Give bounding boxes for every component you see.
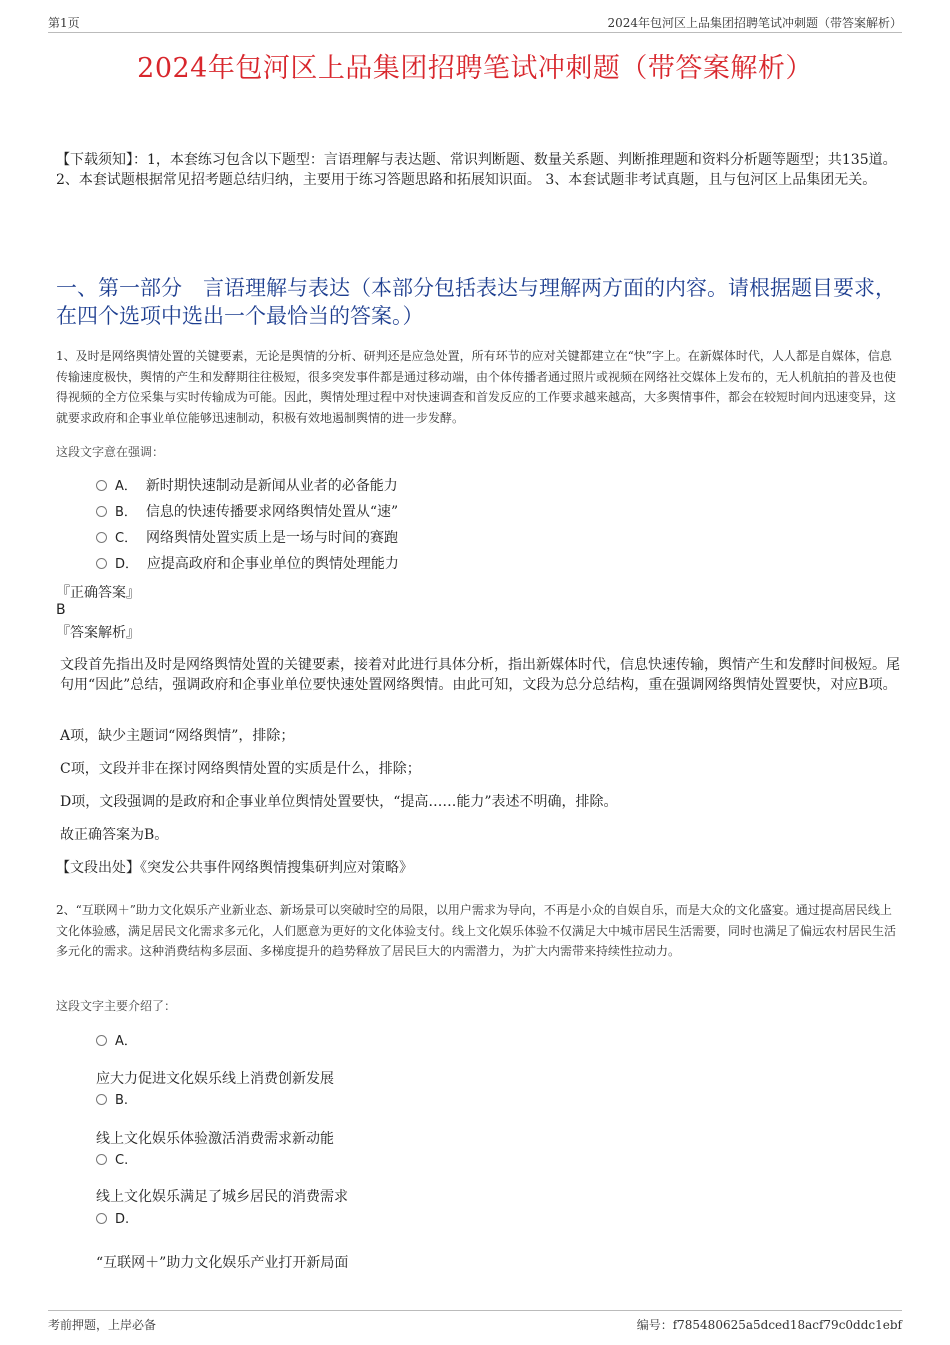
q1-option-b[interactable]: B． 信息的快速传播要求网络舆情处置从“速” xyxy=(96,502,398,523)
q1-option-a[interactable]: A． 新时期快速制动是新闻从业者的必备能力 xyxy=(96,476,398,497)
section-heading: 一、第一部分 言语理解与表达（本部分包括表达与理解两方面的内容。请根据题目要求，在四个选项中选出一个最恰当的答案。） xyxy=(56,276,896,328)
q2-option-a-text: 应大力促进文化娱乐线上消费创新发展 xyxy=(96,1071,334,1087)
q2-option-c-text: 线上文化娱乐满足了城乡居民的消费需求 xyxy=(96,1189,348,1205)
analysis-paragraph: 文段首先指出及时是网络舆情处置的关键要素，接着对此进行具体分析，指出新媒体时代，信息快速传输，舆情产生和发酵时间极短。尾句用“因此”总结，强调政府和企事业单位要快速处置网络舆情。由此可知，文段为总分总结构，重在强调网络舆情处置要快，对应B项。 xyxy=(60,657,900,693)
page-number: 第1页 xyxy=(48,16,80,30)
page-header xyxy=(48,14,902,33)
analysis-paragraph: D项，文段强调的是政府和企事业单位舆情处置要快，“提高……能力”表述不明确，排除。 xyxy=(60,794,618,810)
question-1-prompt: 这段文字意在强调： xyxy=(56,445,165,459)
radio-icon[interactable] xyxy=(96,480,107,491)
q2-option-a[interactable]: A． xyxy=(96,1031,137,1052)
page-footer xyxy=(48,1310,902,1332)
document-serial: 编号：f785480625a5dced18acf79c0ddc1ebf xyxy=(636,1318,902,1332)
header-doc-title: 2024年包河区上品集团招聘笔试冲刺题（带答案解析） xyxy=(607,16,902,30)
download-notice: 【下载须知】：1，本套练习包含以下题型：言语理解与表达题、常识判断题、数量关系题、判断推理题和资料分析题等题型；共135道。 2、本套试题根据常见招考题总结归纳，主要用于练习答题思路和拓展知识面。 3、本套试题非考试真题，且与包河区上品集团无关。 xyxy=(56,152,897,188)
radio-icon[interactable] xyxy=(96,506,107,517)
q1-option-c[interactable]: C． 网络舆情处置实质上是一场与时间的赛跑 xyxy=(96,528,398,549)
analysis-paragraph: C项，文段并非在探讨网络舆情处置的实质是什么，排除； xyxy=(60,761,421,777)
footer-slogan: 考前押题，上岸必备 xyxy=(48,1318,157,1332)
analysis-label: 『答案解析』 xyxy=(56,625,140,641)
q2-option-d-text: “互联网＋”助力文化娱乐产业打开新局面 xyxy=(96,1255,349,1271)
radio-icon[interactable] xyxy=(96,532,107,543)
question-1-passage: 1、及时是网络舆情处置的关键要素，无论是舆情的分析、研判还是应急处置，所有环节的应对关键都建立在“快”字上。在新媒体时代，人人都是自媒体，信息传输速度极快，舆情的产生和发酵期往往极短，很多突发事件都是通过移动端，由个体传播者通过照片或视频在网络社交媒体上发布的，无人机航拍的普及也使得视频的全方位采集与实时传输成为可能。因此，舆情处理过程中对快速调查和首发反应的工作要求越来越高，大多舆情事件，都会在较短时间内迅速变异，这就要求政府和企事业单位能够迅速制动，积极有效地遏制舆情的进一步发酵。 xyxy=(56,349,897,425)
q1-option-d[interactable]: D． 应提高政府和企事业单位的舆情处理能力 xyxy=(96,554,399,575)
radio-icon[interactable] xyxy=(96,1154,107,1165)
answer-value: B xyxy=(56,602,66,618)
q2-option-b-text: 线上文化娱乐体验激活消费需求新动能 xyxy=(96,1131,334,1147)
radio-icon[interactable] xyxy=(96,1035,107,1046)
radio-icon[interactable] xyxy=(96,1213,107,1224)
source-citation: 【文段出处】《突发公共事件网络舆情搜集研判应对策略》 xyxy=(56,860,413,876)
q2-option-d[interactable]: D. xyxy=(96,1209,129,1230)
q2-option-c[interactable]: C. xyxy=(96,1150,128,1171)
analysis-paragraph: A项，缺少主题词“网络舆情”，排除； xyxy=(60,728,295,744)
radio-icon[interactable] xyxy=(96,558,107,569)
radio-icon[interactable] xyxy=(96,1094,107,1105)
q2-option-b[interactable]: B. xyxy=(96,1090,128,1111)
question-2-prompt: 这段文字主要介绍了： xyxy=(56,999,177,1013)
analysis-paragraph: 故正确答案为B。 xyxy=(60,827,169,843)
document-title: 2024年包河区上品集团招聘笔试冲刺题（带答案解析） xyxy=(137,53,813,84)
question-2-passage: 2、“互联网＋”助力文化娱乐产业新业态、新场景可以突破时空的局限，以用户需求为导向，不再是小众的自娱自乐，而是大众的文化盛宴。通过提高居民线上文化体验感，满足居民文化需求多元化，人们愿意为更好的文化体验支付。线上文化娱乐体验不仅满足大中城市居民生活需要，同时也满足了偏远农村居民生活多元化的需求。这种消费结构多层面、多梯度提升的趋势释放了居民巨大的内需潜力，为扩大内需带来持续性拉动力。 xyxy=(56,903,897,958)
answer-label: 『正确答案』 xyxy=(56,585,140,601)
